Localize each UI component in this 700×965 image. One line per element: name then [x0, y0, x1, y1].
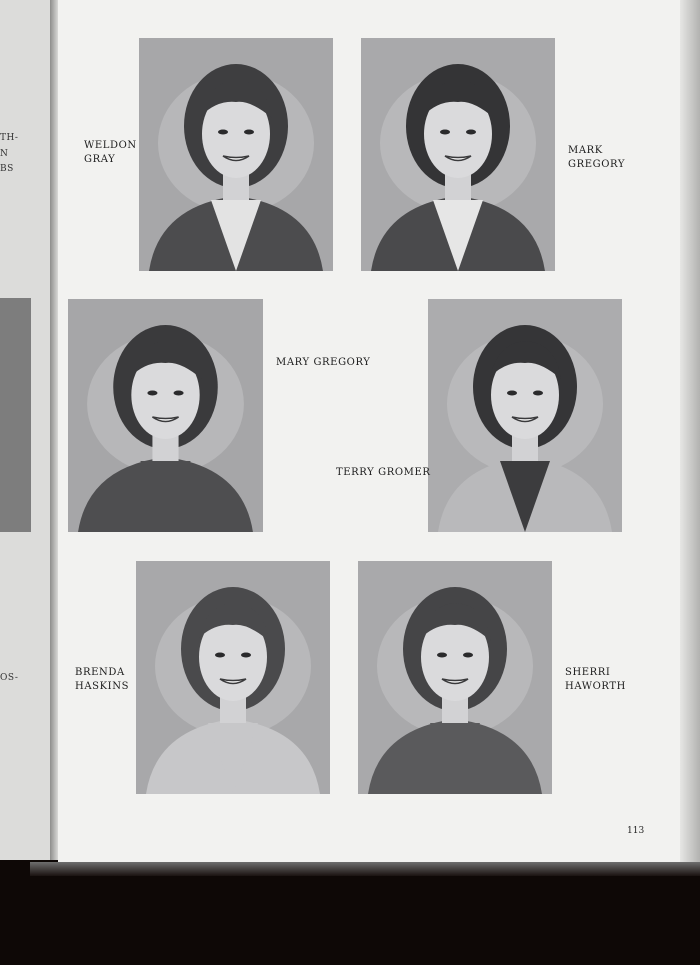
portrait-eye	[507, 391, 517, 396]
portrait-photo	[361, 38, 555, 271]
previous-page	[0, 0, 51, 860]
portrait-photo	[358, 561, 552, 794]
page-number: 113	[627, 826, 645, 836]
text-fragment: TH-	[0, 133, 19, 143]
portrait-eye	[466, 130, 476, 135]
portrait-photo	[139, 38, 333, 271]
portrait-eye	[533, 391, 543, 396]
book-gutter	[50, 0, 58, 860]
portrait-eye	[241, 653, 251, 658]
previous-page-photo	[0, 298, 31, 532]
portrait-caption: BRENDA HASKINS	[75, 667, 130, 692]
portrait-eye	[244, 130, 254, 135]
portrait-eye	[463, 653, 473, 658]
portrait-caption: SHERRI HAWORTH	[565, 667, 626, 692]
text-fragment: N	[0, 149, 9, 159]
text-fragment: BS	[0, 164, 14, 174]
portrait-photo	[136, 561, 330, 794]
portrait-eye	[437, 653, 447, 658]
portrait-photo	[68, 299, 263, 532]
portrait-eye	[440, 130, 450, 135]
portrait-eye	[174, 391, 184, 396]
portrait-eye	[147, 391, 157, 396]
portrait-eye	[215, 653, 225, 658]
portrait-eye	[218, 130, 228, 135]
page-edge	[680, 0, 700, 866]
text-fragment: OS-	[0, 673, 19, 683]
portrait-caption: WELDON GRAY	[84, 140, 137, 165]
portrait-photo	[428, 299, 622, 532]
portrait-caption: MARY GREGORY	[276, 357, 371, 368]
portrait-caption: TERRY GROMER	[336, 467, 431, 478]
portrait-caption: MARK GREGORY	[568, 145, 626, 170]
book-bottom-edge	[30, 862, 700, 876]
